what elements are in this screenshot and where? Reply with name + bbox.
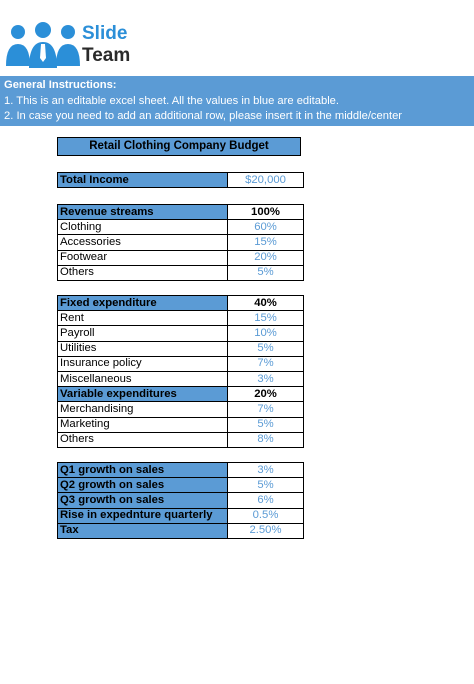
row-label: Utilities [58,341,228,356]
row-label: Others [58,432,228,447]
row-value[interactable]: 5% [228,478,304,493]
table-row [58,523,304,538]
row-label: Q1 growth on sales [58,463,228,478]
row-value[interactable]: 20% [228,250,304,265]
row-label: Insurance policy [58,356,228,371]
table-row [58,402,304,417]
row-value[interactable]: 3% [228,371,304,386]
table-row [58,387,304,402]
table-row [58,463,304,478]
table-row [58,220,304,235]
total-income-label: Total Income [58,173,228,188]
row-label: Others [58,265,228,280]
variable-header-label: Variable expenditures [58,387,228,402]
row-label: Q2 growth on sales [58,478,228,493]
row-value[interactable]: 3% [228,463,304,478]
table-row [58,371,304,386]
row-label: Accessories [58,235,228,250]
row-value[interactable]: 15% [228,235,304,250]
table-row [58,508,304,523]
table-row [58,205,304,220]
row-value[interactable]: 10% [228,326,304,341]
row-label: Tax [58,523,228,538]
table-row [58,341,304,356]
table-row [58,296,304,311]
table-row [58,356,304,371]
logo-word-team: Team [82,45,131,66]
table-row [58,432,304,447]
row-value[interactable]: 5% [228,265,304,280]
table-row [58,250,304,265]
row-value[interactable]: 5% [228,417,304,432]
fixed-header-value: 40% [228,296,304,311]
row-label: Marketing [58,417,228,432]
table-row [58,493,304,508]
instructions-heading: General Instructions: [4,79,117,91]
variable-header-value: 20% [228,387,304,402]
row-label: Rent [58,311,228,326]
table-row [58,478,304,493]
row-label: Clothing [58,220,228,235]
row-value[interactable]: 7% [228,356,304,371]
growth-table [57,462,304,539]
slideteam-logo [4,22,154,70]
people-icon [4,22,82,68]
table-row [58,173,304,188]
row-label: Miscellaneous [58,371,228,386]
row-label: Footwear [58,250,228,265]
revenue-header-value: 100% [228,205,304,220]
general-instructions-banner [0,76,474,126]
row-value[interactable]: 7% [228,402,304,417]
table-row [58,265,304,280]
row-value[interactable]: 15% [228,311,304,326]
fixed-header-label: Fixed expenditure [58,296,228,311]
row-value[interactable]: 60% [228,220,304,235]
revenue-header-label: Revenue streams [58,205,228,220]
row-label: Q3 growth on sales [58,493,228,508]
logo-word-slide: Slide [82,23,128,44]
expenditure-table [57,295,304,448]
table-row [58,326,304,341]
row-value[interactable]: 5% [228,341,304,356]
total-income-value[interactable]: $20,000 [228,173,304,188]
row-label: Merchandising [58,402,228,417]
row-label: Payroll [58,326,228,341]
revenue-table [57,204,304,281]
table-row [58,311,304,326]
row-value[interactable]: 8% [228,432,304,447]
row-value[interactable]: 0.5% [228,508,304,523]
table-row [58,417,304,432]
total-income-table [57,172,304,188]
row-label: Rise in expednture quarterly [58,508,228,523]
budget-title: Retail Clothing Company Budget [57,137,301,156]
instruction-line-2: 2. In case you need to add an additional row, please insert it in the middle/center [4,110,403,122]
table-row [58,235,304,250]
row-value[interactable]: 2.50% [228,523,304,538]
row-value[interactable]: 6% [228,493,304,508]
instruction-line-1: 1. This is an editable excel sheet. All the values in blue are editable. [4,94,340,107]
